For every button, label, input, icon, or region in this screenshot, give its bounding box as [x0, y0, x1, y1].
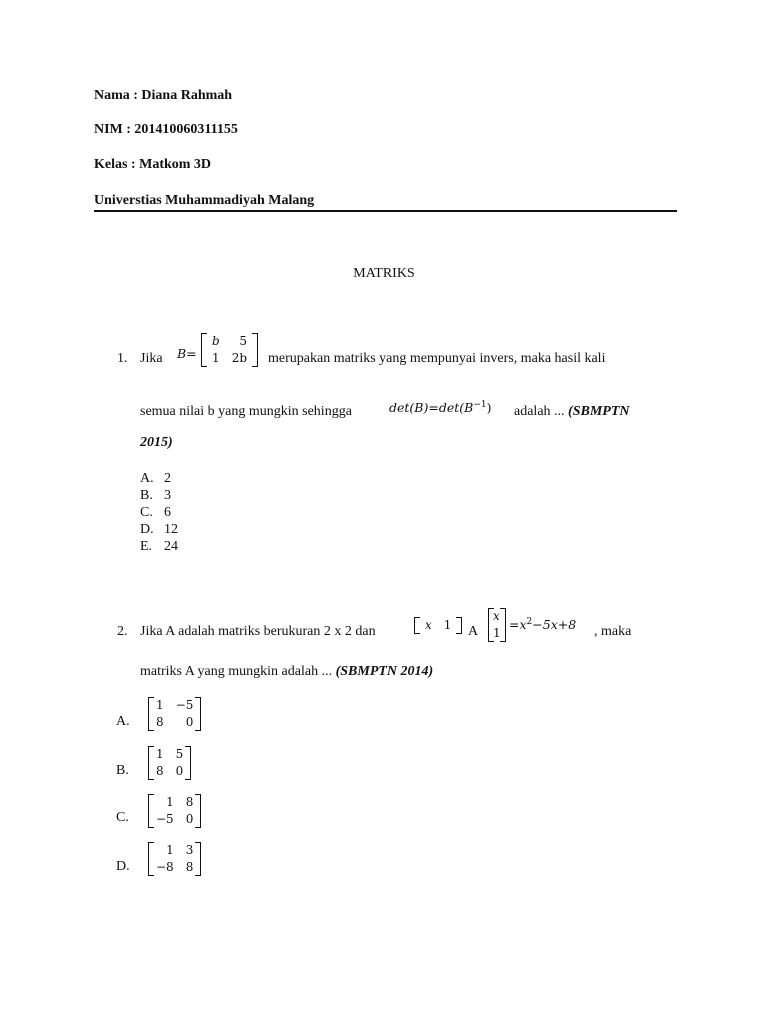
q2-option-b-matrix: [148, 746, 191, 780]
option-label: A.: [140, 471, 154, 486]
q1-option-d: [140, 521, 178, 538]
q1-option-c: [140, 504, 178, 521]
q2-row-cell: 1: [443, 618, 452, 632]
matrix-cell: −8: [156, 860, 174, 874]
q2-col-vector: [488, 608, 506, 642]
header-divider: [94, 210, 677, 212]
q2-eq-post: −5x+8: [532, 617, 577, 632]
matrix-cell: 8: [185, 860, 194, 874]
matrix-cell: 0: [185, 812, 194, 826]
option-label: C.: [140, 505, 153, 520]
q2-eq-pre: =x: [509, 617, 527, 632]
option-label: E.: [140, 539, 153, 554]
option-value: 24: [164, 539, 178, 554]
matrix-cell: 1: [166, 795, 174, 809]
q1-det-formula: [389, 400, 492, 415]
matrix-cell: 1: [156, 747, 164, 761]
q1-number: 1.: [117, 351, 128, 366]
option-label: D.: [140, 522, 154, 537]
student-name: Nama : Diana Rahmah: [94, 88, 233, 103]
q1-options: [140, 470, 178, 555]
matrix-cell: 5: [175, 747, 184, 761]
matrix-cell: 0: [175, 764, 184, 778]
q2-number: 2.: [117, 624, 128, 639]
q2-option-a-matrix: [148, 697, 201, 731]
matrix-cell: −5: [175, 698, 194, 712]
q2-eq-exponent: 2: [526, 617, 533, 627]
matrix-cell: 0: [185, 715, 194, 729]
matrix-cell: 8: [156, 715, 164, 729]
q2-row-vector: [414, 617, 462, 634]
q2-option-d-label: D.: [116, 859, 130, 874]
q1-det-exponent: −1: [473, 400, 487, 410]
q1-jika: Jika: [140, 351, 163, 366]
q1-text-line1: merupakan matriks yang mempunyai invers, maka hasil kali: [268, 351, 606, 366]
q1-det-close: ): [486, 400, 492, 415]
option-value: 6: [164, 505, 171, 520]
q2-col-cell: x: [493, 609, 500, 623]
q1-option-e: [140, 538, 178, 555]
q2-row-cell: x: [425, 618, 432, 632]
q1-text-line2: semua nilai b yang mungkin sehingga: [140, 404, 352, 419]
matrix-cell: −5: [156, 812, 174, 826]
matrix-cell: 3: [185, 843, 194, 857]
matrix-cell: 8: [185, 795, 194, 809]
page-title: MATRIKS: [353, 266, 415, 281]
q2-option-c-matrix: [148, 794, 201, 828]
matrix-cell: 1: [156, 698, 164, 712]
q2-text-maka: , maka: [594, 624, 632, 639]
q2-text-line2: [140, 664, 433, 680]
q1-option-a: [140, 470, 178, 487]
q1-matrix-cell: 1: [212, 351, 220, 365]
student-nim: NIM : 201410060311155: [94, 122, 238, 137]
q1-det-main: det(B)=det(B: [389, 400, 474, 415]
q1-source-a: (SBMPTN: [568, 404, 630, 419]
option-value: 3: [164, 488, 171, 503]
q1-text-adalah: [514, 404, 629, 420]
q1-source-b: 2015): [140, 435, 173, 450]
option-value: 12: [164, 522, 178, 537]
q1-matrix-cell: b: [212, 334, 220, 348]
q1-adalah: adalah ...: [514, 404, 565, 419]
q2-option-b-label: B.: [116, 763, 129, 778]
option-value: 2: [164, 471, 171, 486]
q2-option-d-matrix: [148, 842, 201, 876]
q2-equation: [509, 617, 576, 632]
q1-option-b: [140, 487, 178, 504]
q1-matrix-cell: 5: [239, 334, 248, 348]
option-label: B.: [140, 488, 153, 503]
q2-option-a-label: A.: [116, 714, 130, 729]
q1-matrix-cell: 2b: [231, 351, 248, 365]
q2-col-cell: 1: [493, 626, 501, 640]
q2-a-label: A: [468, 624, 479, 639]
q2-text-line1: Jika A adalah matriks berukuran 2 x 2 dan: [140, 624, 376, 639]
matrix-cell: 8: [156, 764, 164, 778]
student-class: Kelas : Matkom 3D: [94, 157, 212, 172]
matrix-cell: 1: [166, 843, 174, 857]
q1-matrix-b: [201, 333, 258, 367]
q1-matrix-label: B=: [177, 346, 197, 361]
q2-source: (SBMPTN 2014): [335, 664, 434, 679]
q2-text-adalah: matriks A yang mungkin adalah ...: [140, 664, 333, 679]
university-name: Universtias Muhammadiyah Malang: [94, 193, 315, 208]
q2-option-c-label: C.: [116, 810, 129, 825]
